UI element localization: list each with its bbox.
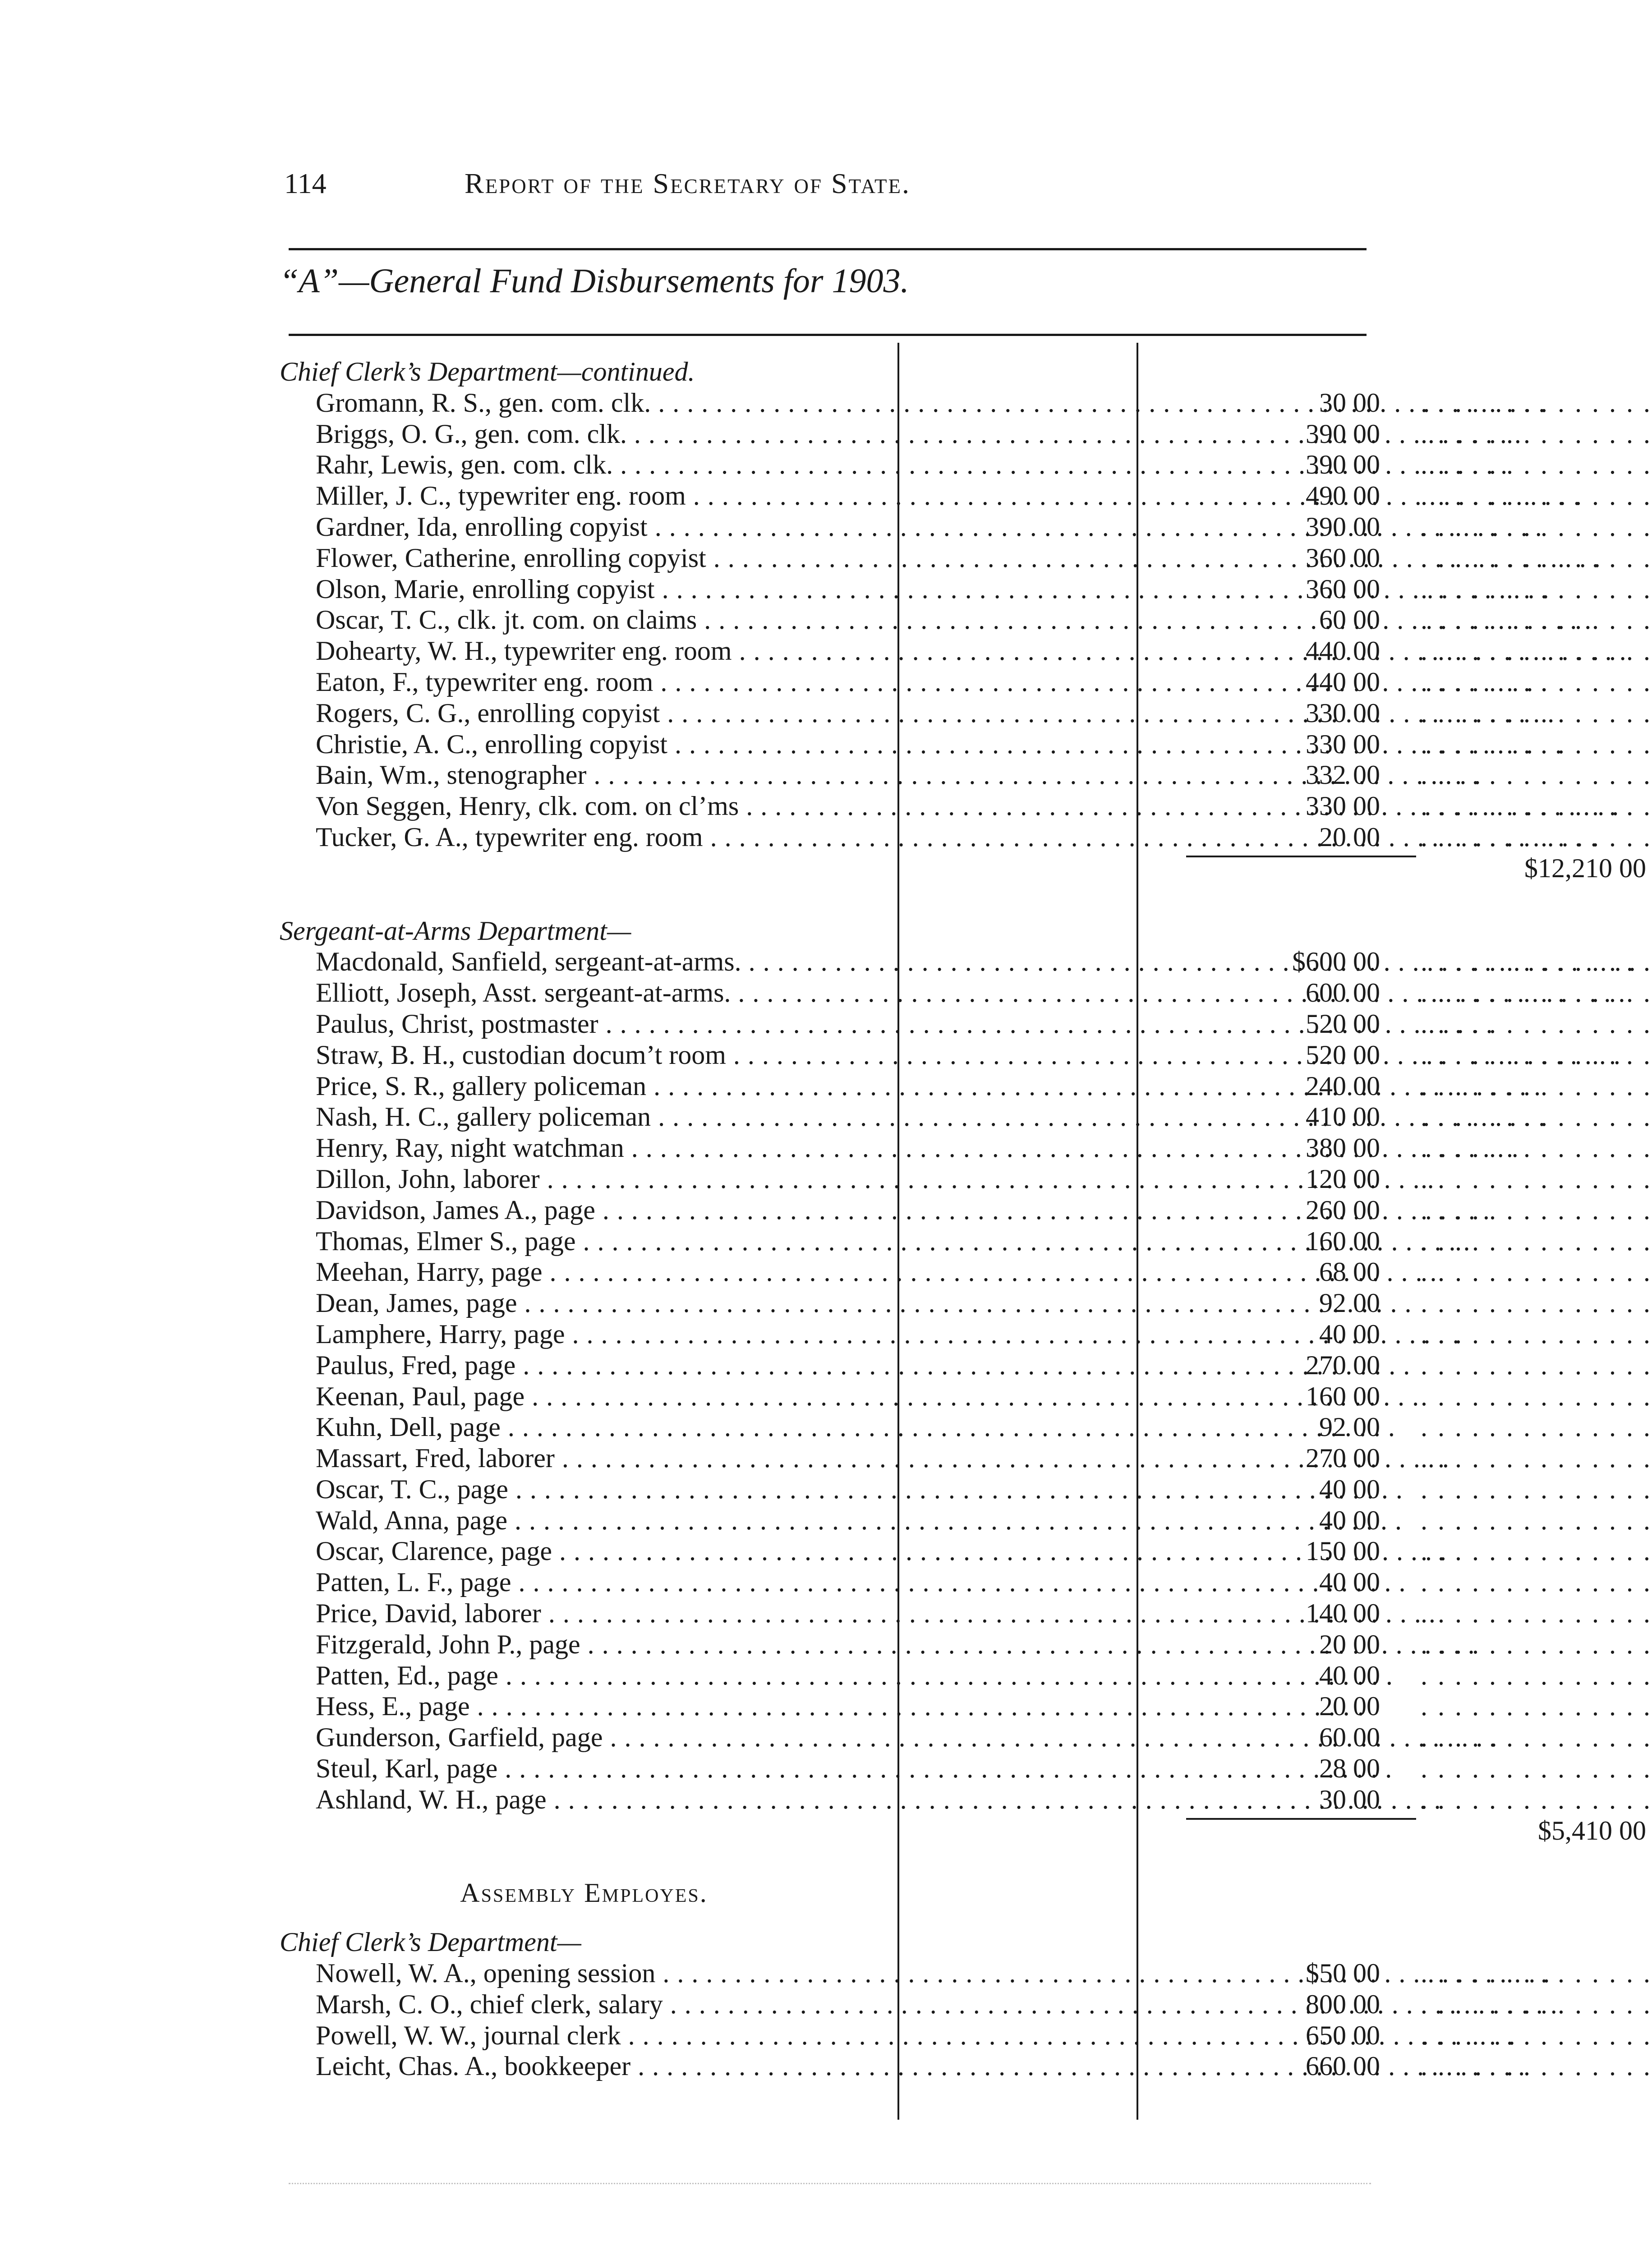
table-row <box>275 1660 1652 1691</box>
table-row <box>275 1505 1652 1536</box>
table-row <box>275 511 1652 543</box>
table-row <box>275 1008 1652 1040</box>
payee-name: Miller, J. C., typewriter eng. room . . . <box>316 480 897 511</box>
dot-leader: . . . . . . . . . . . . . . <box>1421 1226 1652 1256</box>
dot-leader: . . . . . . . . . . . . . . <box>1421 667 1652 697</box>
dot-leader: . . . . . . . . . . . . . . <box>1421 729 1652 759</box>
payee-name: Oscar, Clarence, page . . . <box>316 1536 897 1567</box>
dot-leader: . . . . . . . . . . . . . . <box>1421 791 1652 821</box>
dot-leader: . . . . . . . . . . . . . . <box>1421 1164 1652 1194</box>
table-row <box>275 1350 1652 1381</box>
payment-amount: 40 00 <box>1319 1660 1380 1690</box>
table-row <box>275 1989 1652 2020</box>
table-row <box>275 1040 1652 1071</box>
payment-amount: 20 00 <box>1319 1691 1380 1721</box>
payment-amount: 20 00 <box>1319 1629 1380 1659</box>
dot-leader: . . . . . . . . . . . . . . <box>1421 1753 1652 1784</box>
dot-leader: . . . . . . . . . . . . . . <box>1421 1381 1652 1411</box>
payee-name: Massart, Fred, laborer . . . <box>316 1443 897 1474</box>
table-row <box>275 791 1652 822</box>
payee-name: Fitzgerald, John P., page . . . <box>316 1629 897 1660</box>
dot-leader: . . . . . . . . . . . . . . <box>1421 978 1652 1008</box>
dot-leader: . . . . . . . . . . . . . . <box>1421 481 1652 511</box>
page-bottom-specks <box>289 2183 1371 2193</box>
dot-leader: . . . . . . . . . . . . . . <box>1421 543 1652 573</box>
dot-leader: . . . . . . . . . . . . . . <box>1421 1536 1652 1566</box>
table-row <box>275 667 1652 698</box>
section-heading: Chief Clerk’s Department— <box>280 1927 581 1957</box>
table-row <box>275 946 1652 977</box>
table-row <box>275 1071 1652 1102</box>
table-row <box>275 1288 1652 1319</box>
payee-name: Straw, B. H., custodian docum’t room . . . <box>316 1040 897 1071</box>
table-row <box>275 1443 1652 1474</box>
dot-leader: . . . . . . . . . . . . . . <box>1421 1660 1652 1690</box>
payment-amount: $600 00 <box>1292 947 1380 977</box>
payee-name: Steul, Karl, page . . . <box>316 1753 897 1784</box>
payee-name: Oscar, T. C., page . . . <box>316 1474 897 1505</box>
table-row <box>275 1598 1652 1629</box>
dot-leader: . . . . . . . . . . . . . . <box>1421 605 1652 635</box>
table-row <box>275 1164 1652 1195</box>
dot-leader: . . . . . . . . . . . . . . <box>1421 1040 1652 1070</box>
dot-leader: . . . . . . . . . . . . . . <box>1421 1989 1652 2019</box>
payment-amount: 270 00 <box>1306 1350 1380 1380</box>
payment-amount: 30 00 <box>1319 387 1380 418</box>
payment-amount: 28 00 <box>1319 1753 1380 1784</box>
payee-name: Gardner, Ida, enrolling copyist . . . <box>316 511 897 543</box>
table-row <box>275 1101 1652 1132</box>
payment-amount: 60 00 <box>1319 605 1380 635</box>
table-row <box>275 1412 1652 1443</box>
section-heading: Sergeant-at-Arms Department— <box>280 916 631 946</box>
payment-amount: 390 00 <box>1306 511 1380 542</box>
payment-amount: 330 00 <box>1306 698 1380 728</box>
payee-name: Rogers, C. G., enrolling copyist . . . <box>316 698 897 729</box>
page-header <box>244 162 1173 216</box>
payee-name: Christie, A. C., enrolling copyist . . . <box>316 729 897 760</box>
dot-leader: . . . . . . . . . . . . . . <box>1421 1958 1652 1988</box>
payment-amount: 360 00 <box>1306 543 1380 573</box>
table-row <box>275 449 1652 480</box>
table-row <box>275 729 1652 760</box>
table-row <box>275 1381 1652 1412</box>
payee-name: Nash, H. C., gallery policeman . . . <box>316 1101 897 1132</box>
payee-name: Patten, L. F., page . . . <box>316 1567 897 1598</box>
dot-leader: . . . . . . . . . . . . . . <box>1421 1474 1652 1504</box>
table-row <box>275 480 1652 511</box>
payee-name: Keenan, Paul, page . . . <box>316 1381 897 1412</box>
payee-name: Dillon, John, laborer . . . <box>316 1164 897 1195</box>
table-row <box>275 822 1652 853</box>
payee-name: Gunderson, Garfield, page . . . <box>316 1722 897 1753</box>
payment-amount: 660 00 <box>1306 2051 1380 2081</box>
table-row <box>275 2051 1652 2082</box>
payment-amount: 160 00 <box>1306 1226 1380 1256</box>
payment-amount: 30 00 <box>1319 1784 1380 1814</box>
payment-amount: 40 00 <box>1319 1474 1380 1504</box>
table-row <box>275 1784 1652 1815</box>
payee-name: Ashland, W. H., page . . . <box>316 1784 897 1815</box>
payee-name: Price, David, laborer . . . <box>316 1598 897 1629</box>
payment-amount: 68 00 <box>1319 1257 1380 1287</box>
dot-leader: . . . . . . . . . . . . . . <box>1421 1598 1652 1629</box>
payment-amount: 332 00 <box>1306 760 1380 790</box>
payee-name: Thomas, Elmer S., page . . . <box>316 1226 897 1257</box>
payee-name: Olson, Marie, enrolling copyist . . . <box>316 574 897 605</box>
payment-amount: 270 00 <box>1306 1443 1380 1473</box>
payee-name: Von Seggen, Henry, clk. com. on cl’ms . . . <box>316 791 897 822</box>
dot-leader: . . . . . . . . . . . . . . <box>1421 1257 1652 1287</box>
dot-leader: . . . . . . . . . . . . . . <box>1421 1412 1652 1442</box>
payment-amount: 92 00 <box>1319 1288 1380 1318</box>
payment-amount: 330 00 <box>1306 791 1380 821</box>
dot-leader: . . . . . . . . . . . . . . <box>1421 1288 1652 1318</box>
payee-name: Dohearty, W. H., typewriter eng. room . . . <box>316 635 897 667</box>
payment-amount: 40 00 <box>1319 1567 1380 1597</box>
dot-leader: . . . . . . . . . . . . . . <box>1421 2020 1652 2050</box>
dot-leader: . . . . . . . . . . . . . . <box>1421 1691 1652 1721</box>
assembly-subheading: Assembly Employes. <box>460 1878 708 1908</box>
dot-leader: . . . . . . . . . . . . . . <box>1421 1133 1652 1163</box>
payee-name: Eaton, F., typewriter eng. room . . . <box>316 667 897 698</box>
running-head: Report of the Secretary of State. <box>465 167 911 199</box>
payment-amount: 60 00 <box>1319 1722 1380 1753</box>
payee-name: Davidson, James A., page . . . <box>316 1195 897 1226</box>
payee-name: Tucker, G. A., typewriter eng. room . . . <box>316 822 897 853</box>
dot-leader: . . . . . . . . . . . . . . <box>1421 450 1652 480</box>
payment-amount: 92 00 <box>1319 1412 1380 1442</box>
table-row <box>275 1474 1652 1505</box>
payee-name: Hess, E., page . . . <box>316 1691 897 1722</box>
dot-leader: . . . . . . . . . . . . . . <box>1421 822 1652 852</box>
dot-leader: . . . . . . . . . . . . . . <box>1421 760 1652 790</box>
payment-amount: 140 00 <box>1306 1598 1380 1629</box>
payment-amount: 330 00 <box>1306 729 1380 759</box>
table-row <box>275 1132 1652 1164</box>
payee-name: Paulus, Fred, page . . . <box>316 1350 897 1381</box>
payment-amount: 440 00 <box>1306 667 1380 697</box>
section-total: $5,410 00 <box>1538 1815 1646 1845</box>
spacer <box>275 1909 1376 1927</box>
payment-amount: 40 00 <box>1319 1319 1380 1349</box>
table-row <box>275 698 1652 729</box>
dot-leader: . . . . . . . . . . . . . . <box>1421 1071 1652 1101</box>
payee-name: Powell, W. W., journal clerk . . . <box>316 2020 897 2051</box>
table-row <box>275 1958 1652 1989</box>
table-row <box>275 543 1652 574</box>
table-row <box>275 977 1652 1008</box>
payment-amount: 390 00 <box>1306 419 1380 449</box>
payment-amount: 490 00 <box>1306 481 1380 511</box>
payment-amount: 650 00 <box>1306 2020 1380 2050</box>
payee-name: Bain, Wm., stenographer . . . <box>316 759 897 791</box>
payment-amount: 800 00 <box>1306 1989 1380 2019</box>
payment-amount: 20 00 <box>1319 822 1380 852</box>
payee-name: Flower, Catherine, enrolling copyist . . . <box>316 543 897 574</box>
dot-leader: . . . . . . . . . . . . . . <box>1421 1567 1652 1597</box>
dot-leader: . . . . . . . . . . . . . . <box>1421 1350 1652 1380</box>
dot-leader: . . . . . . . . . . . . . . <box>1421 636 1652 666</box>
spacer <box>275 884 1376 916</box>
table-row <box>275 1753 1652 1784</box>
table-row <box>275 2020 1652 2051</box>
table-row <box>275 1195 1652 1226</box>
dot-leader: . . . . . . . . . . . . . . <box>1421 698 1652 728</box>
dot-leader: . . . . . . . . . . . . . . <box>1421 1784 1652 1814</box>
subtotal-rule <box>1186 1818 1416 1820</box>
payee-name: Macdonald, Sanfield, sergeant-at-arms. . . . <box>316 946 897 977</box>
table-title: “A”—General Fund Disbursements for 1903. <box>280 262 909 300</box>
payee-name: Kuhn, Dell, page . . . <box>316 1412 897 1443</box>
payment-amount: 360 00 <box>1306 574 1380 604</box>
dot-leader: . . . . . . . . . . . . . . <box>1421 419 1652 449</box>
spacer <box>275 1846 1376 1878</box>
payment-amount: 240 00 <box>1306 1071 1380 1101</box>
table-row <box>275 574 1652 605</box>
dot-leader: . . . . . . . . . . . . . . <box>1421 511 1652 542</box>
payment-amount: 520 00 <box>1306 1008 1380 1039</box>
payment-amount: 380 00 <box>1306 1133 1380 1163</box>
payee-name: Wald, Anna, page . . . <box>316 1505 897 1536</box>
payee-name: Elliott, Joseph, Asst. sergeant-at-arms. . . . <box>316 977 897 1008</box>
payee-name: Gromann, R. S., gen. com. clk. . . . <box>316 387 897 419</box>
payment-amount: 520 00 <box>1306 1040 1380 1070</box>
title-rule <box>289 334 1367 336</box>
payment-amount: 390 00 <box>1306 450 1380 480</box>
payment-amount: 260 00 <box>1306 1195 1380 1225</box>
payment-amount: 440 00 <box>1306 636 1380 666</box>
payee-name: Henry, Ray, night watchman . . . <box>316 1132 897 1164</box>
payee-name: Marsh, C. O., chief clerk, salary . . . <box>316 1989 897 2020</box>
dot-leader: . . . . . . . . . . . . . . <box>1421 1722 1652 1753</box>
payee-name: Patten, Ed., page . . . <box>316 1660 897 1691</box>
table-row <box>275 1722 1652 1753</box>
payment-amount: 600 00 <box>1306 978 1380 1008</box>
subtotal-rule <box>1186 856 1416 857</box>
dot-leader: . . . . . . . . . . . . . . <box>1421 2051 1652 2081</box>
header-rule <box>289 248 1367 250</box>
table-row <box>275 604 1652 635</box>
table-row <box>275 1226 1652 1257</box>
dot-leader: . . . . . . . . . . . . . . <box>1421 1629 1652 1659</box>
table-row <box>275 1256 1652 1288</box>
payment-amount: 160 00 <box>1306 1381 1380 1411</box>
dot-leader: . . . . . . . . . . . . . . <box>1421 1443 1652 1473</box>
table-row <box>275 387 1652 419</box>
table-row <box>275 1567 1652 1598</box>
section-total-row <box>275 853 1646 884</box>
dot-leader: . . . . . . . . . . . . . . <box>1421 387 1652 418</box>
section-total-row <box>275 1815 1646 1846</box>
payee-name: Lamphere, Harry, page . . . <box>316 1319 897 1350</box>
dot-leader: . . . . . . . . . . . . . . <box>1421 1319 1652 1349</box>
payee-name: Paulus, Christ, postmaster . . . <box>316 1008 897 1040</box>
table-row <box>275 1691 1652 1722</box>
dot-leader: . . . . . . . . . . . . . . <box>1421 947 1652 977</box>
section-heading: Chief Clerk’s Department—continued. <box>280 357 695 387</box>
table-row <box>275 1536 1652 1567</box>
payment-amount: 150 00 <box>1306 1536 1380 1566</box>
dot-leader: . . . . . . . . . . . . . . <box>1421 1008 1652 1039</box>
table-row <box>275 759 1652 791</box>
disbursement-table <box>275 356 1652 2082</box>
payment-amount: 40 00 <box>1319 1505 1380 1535</box>
table-row <box>275 419 1652 450</box>
dot-leader: . . . . . . . . . . . . . . <box>1421 1505 1652 1535</box>
payment-amount: 120 00 <box>1306 1164 1380 1194</box>
section-total: $12,210 00 <box>1524 853 1646 883</box>
dot-leader: . . . . . . . . . . . . . . <box>1421 1102 1652 1132</box>
payee-name: Oscar, T. C., clk. jt. com. on claims . . . <box>316 604 897 635</box>
payee-name: Nowell, W. A., opening session . . . <box>316 1958 897 1989</box>
table-row <box>275 635 1652 667</box>
payee-name: Briggs, O. G., gen. com. clk. . . . <box>316 419 897 450</box>
table-row <box>275 1629 1652 1660</box>
payee-name: Rahr, Lewis, gen. com. clk. . . . <box>316 449 897 480</box>
payment-amount: $50 00 <box>1306 1958 1380 1988</box>
table-row <box>275 1319 1652 1350</box>
payee-name: Price, S. R., gallery policeman . . . <box>316 1071 897 1102</box>
dot-leader: . . . . . . . . . . . . . . <box>1421 1195 1652 1225</box>
payment-amount: 410 00 <box>1306 1102 1380 1132</box>
payee-name: Leicht, Chas. A., bookkeeper . . . <box>316 2051 897 2082</box>
page-number: 114 <box>284 167 327 199</box>
payee-name: Dean, James, page . . . <box>316 1288 897 1319</box>
payee-name: Meehan, Harry, page . . . <box>316 1256 897 1288</box>
dot-leader: . . . . . . . . . . . . . . <box>1421 574 1652 604</box>
